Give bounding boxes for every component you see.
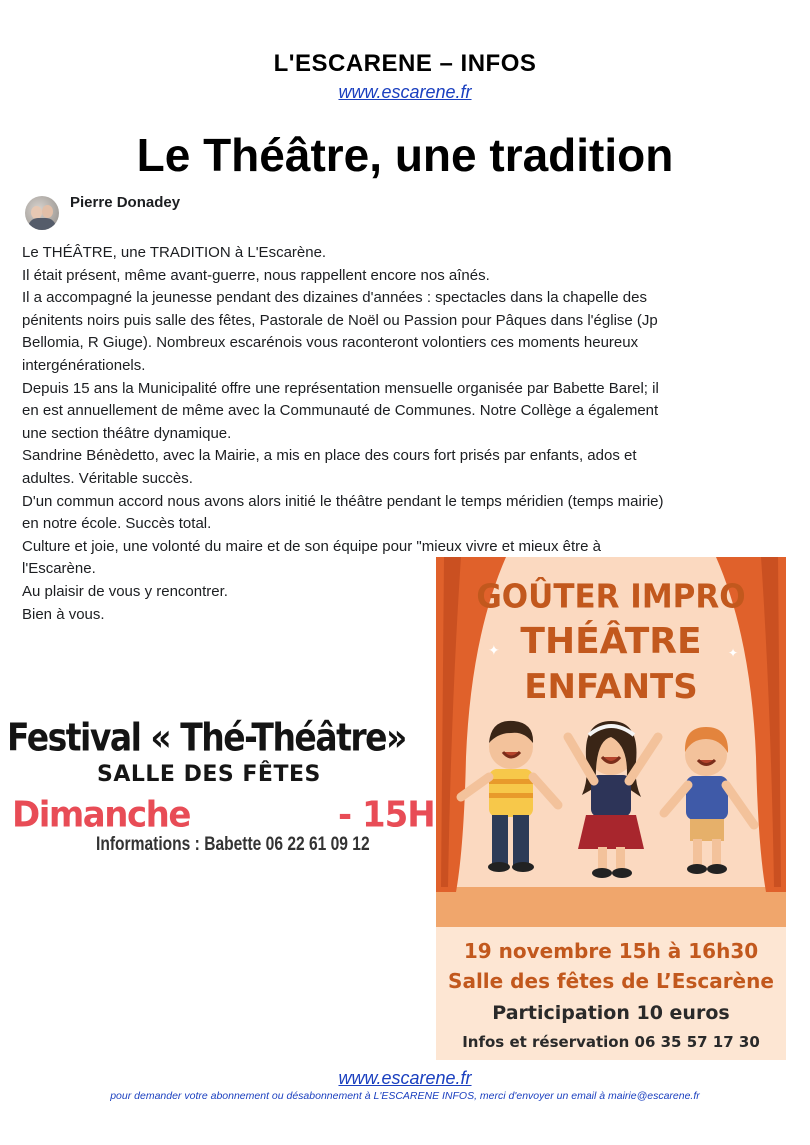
festival-contact: Informations : Babette 06 22 61 09 12	[96, 834, 370, 855]
newsletter-title: L'ESCARENE – INFOS	[273, 50, 537, 77]
poster-heading-3: ENFANTS	[524, 667, 698, 707]
post-line: intergénérationels.	[22, 356, 146, 374]
post-line: adultes. Véritable succès.	[22, 469, 193, 487]
post-line: Il a accompagné la jeunesse pendant des dizaines d'années : spectacles dans la chapelle des	[22, 289, 647, 307]
post-line: Depuis 15 ans la Municipalité offre une représentation mensuelle organisée par Babette Barel; il	[22, 379, 659, 397]
post-line: Le THÉÂTRE, une TRADITION à L'Escarène.	[22, 244, 327, 261]
svg-text:✦: ✦	[728, 646, 739, 660]
post-line: Bien à vous.	[22, 605, 105, 623]
footer-subscription-note: pour demander votre abonnement ou désabonnement à L'ESCARENE INFOS, merci d'envoyer un email à mairie@escarene.fr	[110, 1090, 700, 1102]
author-avatar	[25, 196, 59, 230]
post-line: l'Escarène.	[22, 560, 96, 578]
post-line: Il était présent, même avant-guerre, nous rappellent encore nos aînés.	[22, 266, 490, 284]
post-line: pénitents noirs puis salle des fêtes, Pastorale de Noël ou Passion pour Pâques dans l'église (Jp	[22, 311, 658, 329]
post-line: une section théâtre dynamique.	[22, 424, 232, 442]
post-line: Bellomia, R Giuge). Nombreux escarénois vous raconteront volontiers ces moments heureux	[22, 334, 639, 352]
festival-venue: SALLE DES FÊTES	[97, 762, 321, 787]
festival-title: Festival « Thé-Théâtre»	[7, 715, 406, 760]
post-line: Culture et joie, une volonté du maire et de son équipe pour "mieux vivre et mieux être à	[22, 537, 601, 555]
page-title: Le Théâtre, une tradition	[136, 129, 674, 181]
poster-price: Participation 10 euros	[492, 1002, 730, 1024]
poster-date: 19 novembre 15h à 16h30	[463, 939, 759, 963]
post-line: D'un commun accord nous avons alors initié le théâtre pendant le temps méridien (temps mairie)	[22, 492, 664, 510]
festival-day: Dimanche	[12, 794, 190, 836]
footer-website-link[interactable]: www.escarene.fr	[338, 1068, 472, 1088]
post-line: en notre école. Succès total.	[22, 515, 212, 533]
post-line: Sandrine Bénèdetto, avec la Mairie, a mis en place des cours fort prisés par enfants, ados et	[22, 447, 637, 465]
post-line: Au plaisir de vous y rencontrer.	[22, 582, 228, 600]
festival-hour: - 15H	[338, 794, 435, 836]
event-poster	[436, 557, 786, 1060]
poster-contact: Infos et réservation 06 35 57 17 30	[462, 1033, 760, 1051]
poster-heading-2: THÉÂTRE	[520, 621, 702, 662]
svg-text:✦: ✦	[488, 643, 500, 659]
post-line: en est annuellement de même avec la Communauté de Communes. Notre Collège a également	[22, 402, 659, 420]
header-website-link[interactable]: www.escarene.fr	[338, 82, 472, 102]
poster-place: Salle des fêtes de L’Escarène	[448, 969, 774, 993]
post-author[interactable]: Pierre Donadey	[70, 194, 181, 211]
poster-heading-1: GOÛTER IMPRO	[476, 578, 746, 616]
